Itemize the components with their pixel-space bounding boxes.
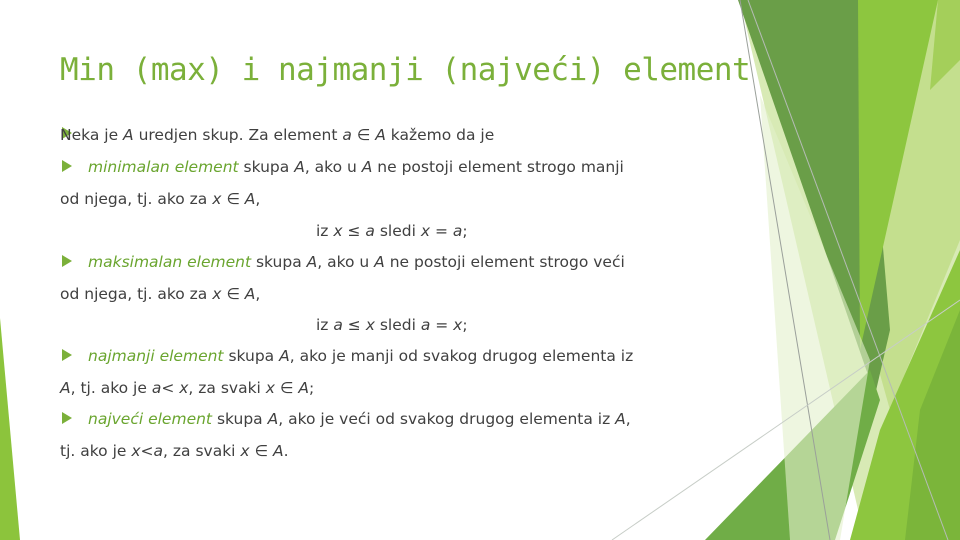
text: ne postoji element strogo manji [372, 158, 624, 176]
math-var: A [60, 379, 71, 397]
text: ≤ [342, 316, 366, 334]
math-var: x [420, 222, 431, 240]
math-var: A [272, 442, 284, 460]
math-var: A [374, 253, 385, 271]
slide-title: Min (max) i najmanji (najveći) element [60, 52, 751, 88]
math-var: x [453, 316, 463, 334]
math-var: A [244, 190, 256, 208]
text: sledi [374, 222, 421, 240]
math-var: x [240, 442, 250, 460]
math-var: A [615, 410, 626, 428]
math-var: x [265, 379, 275, 397]
math-var: a [151, 379, 162, 397]
text: , za svaki [188, 379, 266, 397]
intro-line [60, 125, 494, 145]
math-var: a [452, 222, 463, 240]
text: < [140, 442, 154, 460]
text: = [430, 316, 454, 334]
term-least: najmanji element [88, 347, 224, 365]
text: < [161, 379, 180, 397]
math-var: A [294, 158, 305, 176]
maximal-continuation [60, 284, 260, 304]
text: ne postoji element strogo veći [384, 253, 625, 271]
text: . [283, 442, 289, 460]
text: iz [316, 222, 334, 240]
math-var: A [123, 126, 134, 144]
text: , [255, 285, 261, 303]
text: ∈ [351, 126, 376, 144]
math-var: A [267, 410, 279, 428]
bullet-arrow-icon [62, 412, 72, 424]
text: ; [462, 222, 468, 240]
term-maximal: maksimalan element [88, 253, 252, 271]
least-element-line [88, 346, 633, 366]
minimal-condition [316, 221, 468, 241]
text: ∈ [221, 190, 245, 208]
text: sledi [374, 316, 421, 334]
math-var: x [131, 442, 141, 460]
text: kažemo da je [385, 126, 495, 144]
text: , ako u [317, 253, 375, 271]
minimal-continuation [60, 189, 260, 209]
math-var: a [342, 126, 352, 144]
math-var: A [244, 285, 256, 303]
minimal-element-line [88, 157, 624, 177]
text: , tj. ako je [70, 379, 152, 397]
text: , za svaki [163, 442, 241, 460]
text: ≤ [342, 222, 366, 240]
text: skupa [238, 158, 295, 176]
bullet-arrow-icon [62, 160, 72, 172]
greatest-element-line [88, 409, 631, 429]
text: , ako u [304, 158, 362, 176]
text: , ako je manji od svakog drugog elementa iz [289, 347, 634, 365]
text: = [430, 222, 453, 240]
text: od njega, tj. ako za [60, 190, 213, 208]
text: skupa [251, 253, 307, 271]
math-var: x [333, 222, 343, 240]
text: ∈ [274, 379, 299, 397]
text: iz [316, 316, 334, 334]
text: uredjen skup. Za element [133, 126, 343, 144]
text: , ako je veći od svakog drugog elementa iz [278, 410, 616, 428]
text: ; [462, 316, 468, 334]
text: skupa [223, 347, 280, 365]
math-var: a [365, 222, 375, 240]
math-var: x [212, 190, 222, 208]
math-var: a [153, 442, 164, 460]
math-var: a [420, 316, 431, 334]
text: ; [308, 379, 315, 397]
math-var: A [298, 379, 309, 397]
left-edge-shape [0, 318, 20, 540]
term-minimal: minimalan element [88, 158, 239, 176]
least-continuation [60, 378, 314, 398]
math-var: x [212, 285, 222, 303]
math-var: a [333, 316, 343, 334]
math-var: A [361, 158, 373, 176]
math-var: x [179, 379, 189, 397]
math-var: x [365, 316, 375, 334]
math-var: A [279, 347, 290, 365]
term-greatest: najveći element [88, 410, 213, 428]
text: Neka je [60, 126, 124, 144]
text: od njega, tj. ako za [60, 285, 213, 303]
text: ∈ [221, 285, 245, 303]
text: ∈ [249, 442, 273, 460]
text: , [255, 190, 261, 208]
maximal-element-line [88, 252, 625, 272]
bullet-arrow-icon [62, 255, 72, 267]
math-var: A [375, 126, 386, 144]
text: skupa [212, 410, 268, 428]
math-var: A [306, 253, 318, 271]
bullet-arrow-icon [62, 349, 72, 361]
text: , [625, 410, 631, 428]
text: tj. ako je [60, 442, 132, 460]
maximal-condition [316, 315, 468, 335]
greatest-continuation [60, 441, 289, 461]
